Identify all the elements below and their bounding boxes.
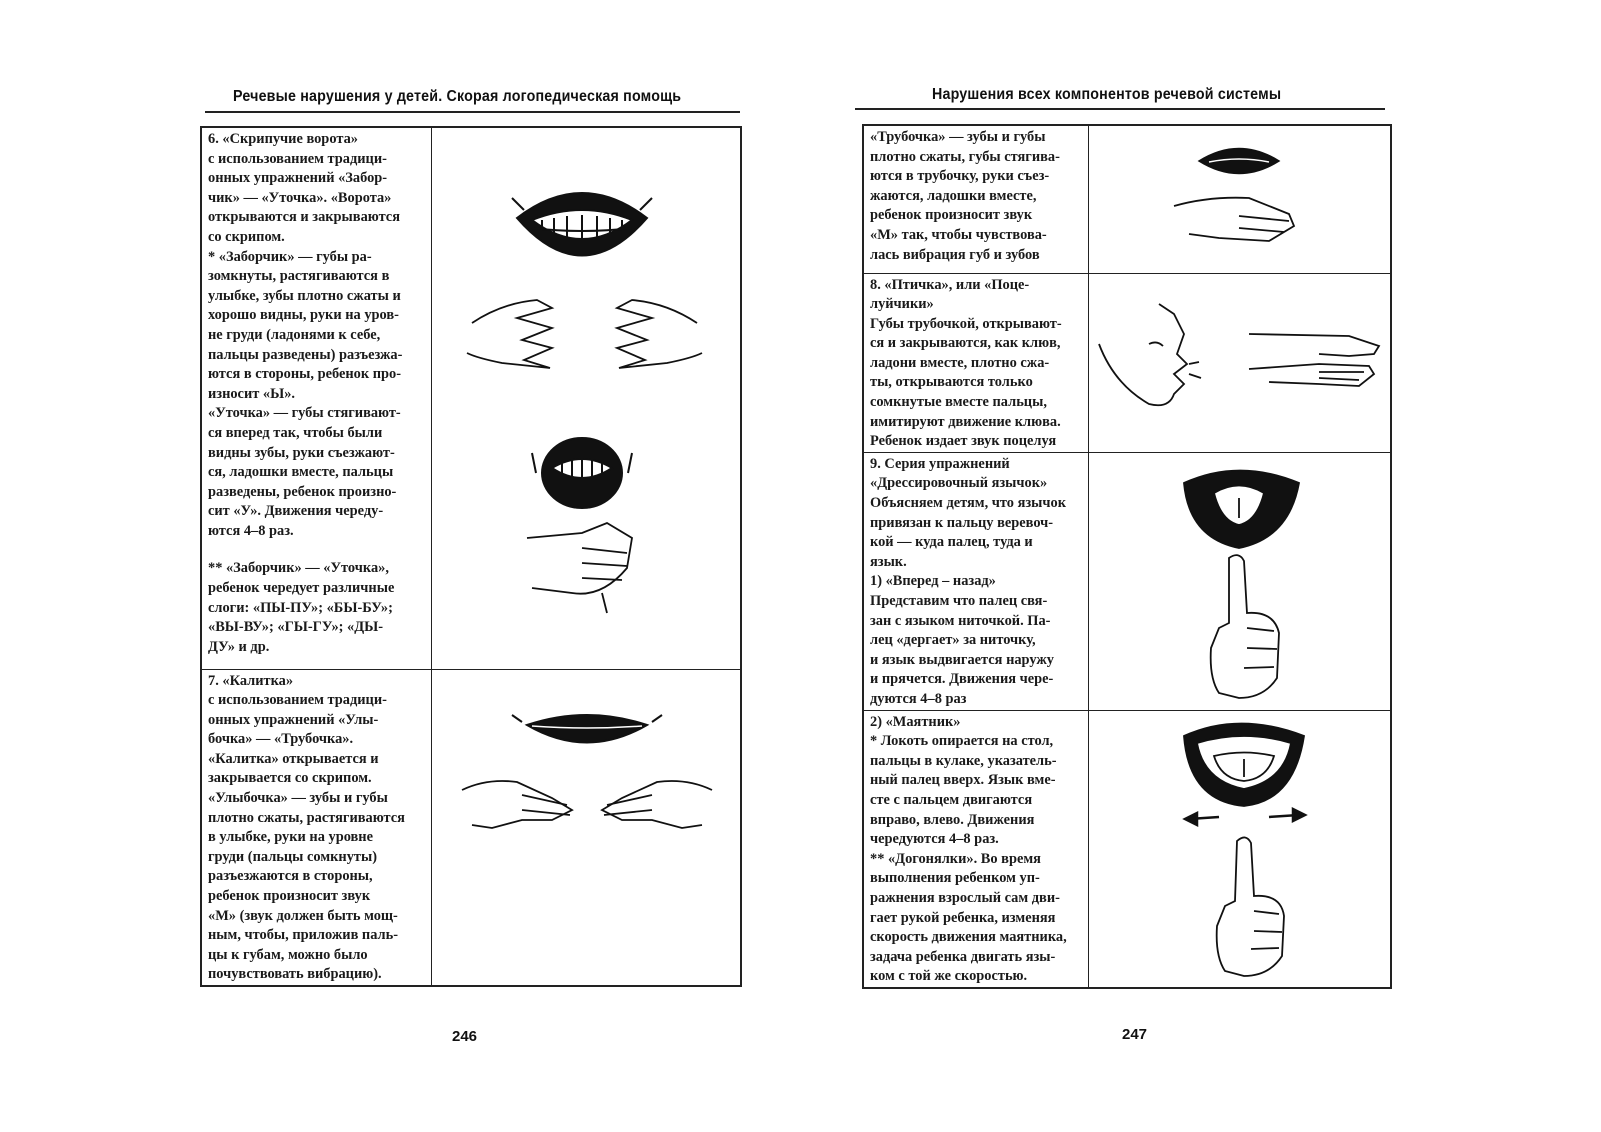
hands-touching-icon <box>462 781 712 828</box>
exercise-9-illustrations <box>1088 452 1391 710</box>
text-line: ются 4–8 раз. <box>208 522 294 539</box>
tube-lips-icon <box>1199 149 1279 174</box>
text-line: «М» (звук должен быть мощ- <box>208 907 398 924</box>
text-line: ся и закрываются, как клюв, <box>870 335 1061 352</box>
text-line: 1) «Вперед – назад» <box>870 573 996 590</box>
exercise-7-continued-illustrations <box>1088 125 1391 273</box>
text-line: Представим что палец свя- <box>870 593 1048 609</box>
text-line: «М» так, чтобы чувствова- <box>870 226 1047 243</box>
text-line: цы к губам, можно было <box>208 946 368 963</box>
text-line: ются в трубочку, руки съез- <box>870 168 1050 185</box>
exercise-9-text <box>863 452 1088 710</box>
text-line: открываются и закрываются <box>208 209 400 226</box>
text-line: с использованием традици- <box>208 150 387 167</box>
text-line: и прячется. Движения чере- <box>870 671 1054 688</box>
pointing-finger-icon <box>1216 837 1283 976</box>
right-page-number: 247 <box>1122 1026 1148 1043</box>
text-line: износит «Ы». <box>208 385 296 402</box>
exercise-8-title-cont: луйчики» <box>870 296 934 313</box>
hands-together-icon <box>527 523 632 613</box>
exercise-8-text <box>863 273 1088 452</box>
left-right-arrows-icon <box>1185 809 1305 825</box>
text-line: ДУ» и др. <box>208 638 270 655</box>
exercise-6-text <box>201 127 431 669</box>
exercise-9-title-cont: «Дрессировочный язычок» <box>870 475 1048 492</box>
text-line: ный палец вверх. Язык вме- <box>870 772 1056 789</box>
text-line: видны зубы, руки съезжают- <box>208 444 395 461</box>
text-line: закрывается со скрипом. <box>208 770 372 787</box>
text-line: бочка» — «Трубочка». <box>208 731 354 748</box>
text-line: в улыбке, руки на уровне <box>208 829 373 846</box>
text-line: кой — куда палец, туда и <box>870 534 1033 551</box>
text-line: ** «Догонялки». Во время <box>870 850 1041 867</box>
bird-figure <box>1089 274 1392 448</box>
left-page-number: 246 <box>452 1028 478 1045</box>
text-line: разъезжаются в стороны, <box>208 868 373 885</box>
pendulum-figure <box>1089 711 1392 987</box>
text-line: «ВЫ-ВУ»; «ГЫ-ГУ»; «ДЫ- <box>208 619 384 636</box>
text-line: ком с той же скоростью. <box>870 968 1028 985</box>
text-line: сомкнутые вместе пальцы, <box>870 394 1047 411</box>
exercise-6-title: 6. «Скрипучие ворота» <box>208 131 358 147</box>
text-line: лец «дергает» за ниточку, <box>870 632 1036 649</box>
text-line: * «Заборчик» — губы ра- <box>208 248 372 265</box>
text-line: онных упражнений «Улы- <box>208 711 379 728</box>
text-line: задача ребенка двигать язы- <box>870 948 1056 965</box>
closed-hands-icon <box>1174 198 1294 241</box>
text-line: «Улыбочка» — зубы и губы <box>208 790 388 807</box>
text-line: пальцы разведены) разъезжа- <box>208 346 403 363</box>
text-line: почувствовать вибрацию). <box>208 966 382 983</box>
text-line: сте с пальцем двигаются <box>870 791 1033 808</box>
text-line: не груди (ладонями к себе, <box>208 326 381 343</box>
text-line: ребенок чередует различные <box>208 580 395 597</box>
exercise-7-continued-text <box>863 125 1088 273</box>
exercise-8-illustrations <box>1088 273 1391 452</box>
text-line: «Трубочка» — зубы и губы <box>870 129 1046 145</box>
text-line: груди (пальцы сомкнуты) <box>208 848 378 865</box>
text-line: зан с языком ниточкой. Па- <box>870 612 1051 629</box>
exercise-7-illustrations <box>431 669 741 986</box>
text-line: жаются, ладошки вместе, <box>870 187 1037 204</box>
exercise-7-text <box>201 669 431 986</box>
text-line: зомкнуты, растягиваются в <box>208 268 390 285</box>
duck-mouth-icon <box>532 438 632 508</box>
text-line: слоги: «ПЫ-ПУ»; «БЫ-БУ»; <box>208 599 393 616</box>
text-line: улыбке, зубы плотно сжаты и <box>208 287 401 304</box>
right-exercise-table <box>862 124 1392 989</box>
exercise-9-title: 9. Серия упражнений <box>870 455 1010 472</box>
text-line: «Калитка» открывается и <box>208 750 379 767</box>
text-line: ся, ладошки вместе, пальцы <box>208 464 394 481</box>
left-exercise-table <box>200 126 742 987</box>
text-line: онных упражнений «Забор- <box>208 170 388 187</box>
text-line: чик» — «Уточка». «Ворота» <box>208 189 392 206</box>
tube-lips-figure <box>1089 126 1392 272</box>
open-mouth-tongue-icon <box>1184 470 1299 548</box>
exercise-6-figure <box>432 128 742 668</box>
left-header-rule <box>205 111 740 113</box>
text-line: * Локоть опирается на стол, <box>870 733 1054 750</box>
text-line: Ребенок издает звук поцелуя <box>870 433 1057 450</box>
text-line: и язык выдвигается наружу <box>870 651 1055 668</box>
paragraph-gap <box>208 541 427 559</box>
text-line: язык. <box>870 553 907 570</box>
text-line: ребенок произносит звук <box>208 888 371 905</box>
text-line: Губы трубочкой, открывают- <box>870 315 1062 332</box>
text-line: разведены, ребенок произно- <box>208 483 397 500</box>
right-header-rule <box>855 108 1385 110</box>
text-line: 2) «Маятник» <box>870 713 961 730</box>
text-line: ются в стороны, ребенок про- <box>208 366 402 383</box>
exercise-6-illustrations <box>431 127 741 669</box>
left-page-header: Речевые нарушения у детей. Скорая логопедическая помощь <box>233 88 682 105</box>
text-line: выполнения ребенком уп- <box>870 870 1040 887</box>
text-line: с использованием традици- <box>208 692 387 709</box>
text-line: лась вибрация губ и зубов <box>870 246 1040 263</box>
text-line: ты, открываются только <box>870 374 1033 391</box>
right-page-header: Нарушения всех компонентов речевой системы <box>932 86 1282 103</box>
text-line: чередуются 4–8 раз. <box>870 831 999 848</box>
face-profile-kiss-icon <box>1099 304 1201 405</box>
exercise-9-pendulum-illustrations <box>1088 710 1391 988</box>
text-line: вправо, влево. Движения <box>870 811 1035 828</box>
text-line: дуются 4–8 раз <box>870 690 967 707</box>
text-line: ражнения взрослый сам дви- <box>870 889 1060 906</box>
exercise-8-title: 8. «Птичка», или «Поце- <box>870 276 1030 293</box>
text-line: ребенок произносит звук <box>870 207 1033 224</box>
exercise-7-figure <box>432 670 742 980</box>
pointed-hands-icon <box>1249 334 1379 386</box>
wide-open-mouth-icon <box>1184 723 1304 806</box>
hands-apart-icon <box>467 300 702 368</box>
text-line: сит «У». Движения череду- <box>208 503 384 520</box>
text-line: ** «Заборчик» — «Уточка», <box>208 560 389 577</box>
text-line: хорошо видны, руки на уров- <box>208 307 399 324</box>
text-line: скорость движения маятника, <box>870 929 1067 946</box>
text-line: плотно сжаты, губы стягива- <box>870 148 1060 165</box>
exercise-9-pendulum-text <box>863 710 1088 988</box>
text-line: ся вперед так, чтобы были <box>208 424 383 441</box>
tongue-finger-figure <box>1089 453 1392 705</box>
text-line: гает рукой ребенка, изменяя <box>870 909 1056 926</box>
text-line: пальцы в кулаке, указатель- <box>870 752 1057 769</box>
text-line: со скрипом. <box>208 228 285 245</box>
text-line: имитируют движение клюва. <box>870 413 1061 430</box>
text-line: плотно сжаты, растягиваются <box>208 809 405 826</box>
text-line: Объясняем детям, что язычок <box>870 495 1066 512</box>
text-line: ладони вместе, плотно сжа- <box>870 354 1050 371</box>
smile-teeth-mouth-icon <box>512 193 652 256</box>
text-line: привязан к пальцу веревоч- <box>870 514 1054 531</box>
text-line: «Уточка» — губы стягивают- <box>208 405 401 422</box>
text-line: ным, чтобы, приложив паль- <box>208 927 399 944</box>
exercise-7-title: 7. «Калитка» <box>208 672 294 689</box>
pointing-finger-icon <box>1210 555 1278 698</box>
closed-smile-lips-icon <box>512 715 662 743</box>
